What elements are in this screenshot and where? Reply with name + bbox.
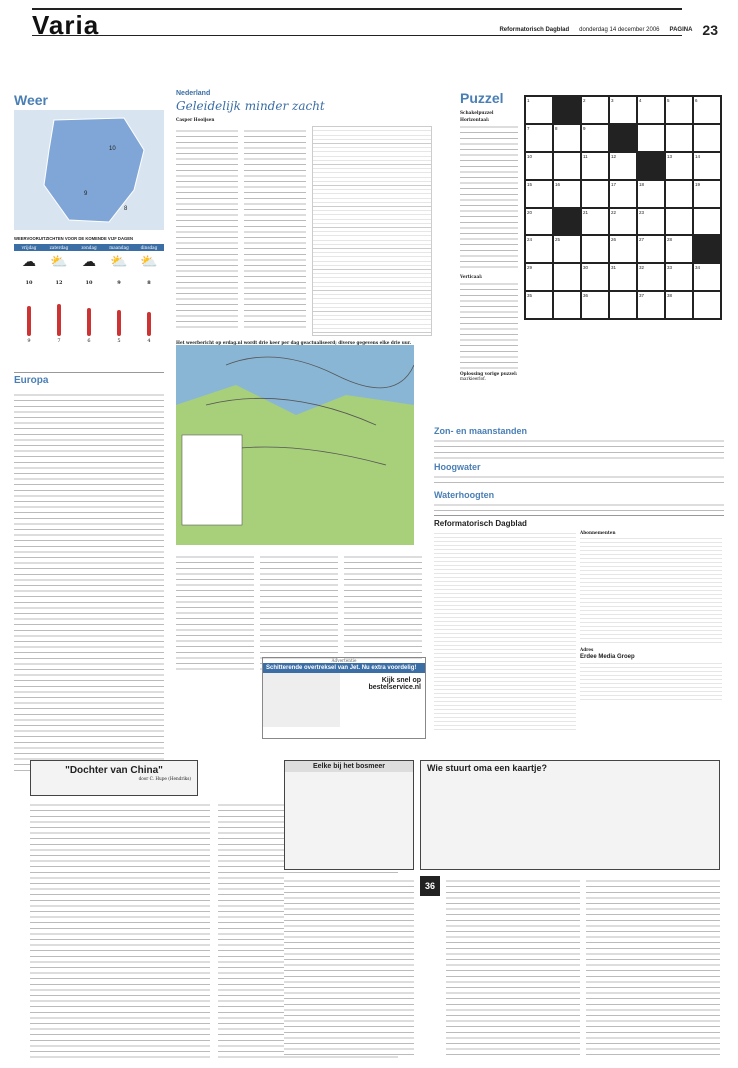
thermometer-icon [27, 306, 31, 336]
cell-number: 4 [639, 98, 642, 103]
article-column [244, 126, 306, 331]
map-temp-label: 9 [84, 191, 88, 197]
thermometers [14, 300, 164, 336]
cell-number: 25 [555, 237, 561, 243]
temp-min: 6 [87, 338, 91, 344]
map-caption: Het weerbericht op erdag.nl wordt drie keer per dag geactualiseerd; diverse gegevens elke drie uur. [176, 340, 412, 345]
oplossing-word: markieerlof. [460, 376, 486, 381]
temp-max: 9 [117, 280, 121, 286]
grid-cell[interactable] [525, 124, 553, 152]
page-number: 23 [702, 22, 718, 38]
grid-cell[interactable] [637, 291, 665, 319]
map-temp-label: 8 [124, 206, 128, 212]
cell-number: 11 [583, 153, 588, 159]
colofon-title: Reformatorisch Dagblad [434, 519, 527, 528]
hoogwater-text [434, 472, 724, 488]
cell-number: 6 [695, 98, 698, 103]
grid-cell[interactable] [581, 235, 609, 263]
europa-block [14, 372, 164, 772]
cell-number: 30 [583, 265, 589, 271]
ad-image [263, 673, 340, 727]
grid-cell[interactable] [553, 124, 581, 152]
forecast-min [14, 338, 164, 344]
grid-cell[interactable] [553, 291, 581, 319]
header-page-label: PAGINA [669, 27, 693, 33]
puzzel-title: Puzzel [460, 90, 504, 106]
forecast-day: zondag [74, 244, 104, 251]
article-byline: Casper Hooijsen [176, 117, 215, 122]
cell-number: 8 [555, 125, 558, 131]
grid-cell[interactable] [609, 235, 637, 263]
cell-number: 5 [667, 98, 670, 103]
cell-number: 7 [527, 125, 530, 131]
grid-cell[interactable] [581, 180, 609, 208]
grid-cell[interactable] [581, 124, 609, 152]
grid-cell[interactable] [637, 96, 665, 124]
weather-subtitle: WEERVOORUITZICHTEN VOOR DE KOMENDE VIJF DAGEN [14, 236, 134, 241]
oplossing-label: Oplossing vorige puzzel: [460, 371, 518, 376]
grid-cell[interactable] [637, 263, 665, 291]
kaartje-number: 36 [420, 876, 440, 896]
cell-number: 28 [667, 237, 673, 243]
temp-min: 5 [117, 338, 121, 344]
grid-cell[interactable] [637, 208, 665, 236]
text-column [260, 552, 338, 672]
weather-block [14, 92, 164, 362]
cell-number: 22 [611, 209, 617, 215]
cell-number: 20 [527, 209, 533, 215]
grid-cell[interactable] [525, 152, 553, 180]
grid-cell[interactable] [693, 263, 721, 291]
adres-label: Adres [580, 647, 594, 652]
cell-number: 19 [695, 181, 701, 187]
grid-cell[interactable] [609, 180, 637, 208]
cell-number: 32 [639, 265, 645, 271]
cell-number: 14 [695, 153, 701, 159]
grid-cell[interactable] [665, 263, 693, 291]
crossword-grid [524, 95, 722, 320]
text-column [176, 552, 254, 672]
europa-title: Europa [14, 372, 164, 386]
cell-number: 36 [583, 293, 589, 299]
grid-cell-black [637, 152, 665, 180]
kaartje-column [586, 876, 720, 1056]
text-column [344, 552, 422, 672]
temp-max: 10 [85, 280, 93, 286]
cell-number: 27 [639, 237, 645, 243]
cell-number: 16 [555, 181, 561, 187]
colofon-left-text [434, 530, 576, 730]
cell-number: 10 [527, 153, 533, 159]
europe-weather-map [176, 345, 414, 545]
grid-cell[interactable] [609, 291, 637, 319]
nederland-label: Nederland [176, 90, 211, 97]
cell-number: 2 [583, 98, 586, 103]
temp-max: 10 [25, 280, 33, 286]
cloud-sun-icon: ⛅ [140, 254, 158, 270]
cell-number: 3 [611, 98, 614, 103]
bosmeer-text [284, 876, 414, 1056]
grid-cell[interactable] [525, 208, 553, 236]
grid-cell-black [693, 235, 721, 263]
erdee-text [580, 660, 722, 700]
horizontaal-label: Horizontaal: [460, 117, 490, 122]
grid-cell-black [609, 124, 637, 152]
china-title: "Dochter van China" [65, 765, 163, 776]
grid-cell[interactable] [665, 124, 693, 152]
cell-number: 15 [527, 181, 533, 187]
grid-cell[interactable] [637, 180, 665, 208]
grid-cell[interactable] [609, 152, 637, 180]
colofon-right-text [580, 535, 722, 645]
grid-cell[interactable] [693, 124, 721, 152]
weather-title: Weer [14, 92, 48, 108]
grid-cell[interactable] [665, 96, 693, 124]
forecast-max [14, 280, 164, 286]
kaartje-column [446, 876, 580, 1056]
cell-number: 13 [667, 153, 673, 159]
grid-cell[interactable] [637, 235, 665, 263]
grid-cell[interactable] [581, 96, 609, 124]
grid-cell[interactable] [581, 152, 609, 180]
grid-cell[interactable] [553, 180, 581, 208]
nederland-article [176, 90, 446, 345]
cell-number: 31 [611, 265, 617, 271]
forecast-icons [14, 254, 164, 278]
grid-cell[interactable] [609, 96, 637, 124]
cell-number: 33 [667, 265, 673, 271]
weather-map [14, 110, 164, 230]
hoogwater-title: Hoogwater [434, 462, 481, 472]
grid-cell[interactable] [525, 263, 553, 291]
colofon-block [434, 515, 724, 730]
waterhoogten-text [434, 500, 724, 512]
forecast-day: zaterdag [44, 244, 74, 251]
china-header [30, 760, 198, 796]
forecast-day: maandag [104, 244, 134, 251]
zon-text [434, 436, 724, 460]
temp-min: 7 [57, 338, 61, 344]
bosmeer-title: Eelke bij het bosmeer [285, 761, 413, 772]
europa-continued [176, 552, 426, 672]
zon-block [434, 426, 724, 512]
map-temp-label: 10 [109, 146, 116, 152]
story-column [30, 800, 210, 1060]
cell-number: 34 [695, 265, 701, 271]
article-column [176, 126, 238, 331]
article-headline: Geleidelijk minder zacht [176, 99, 325, 113]
cell-number: 37 [639, 293, 645, 299]
grid-cell[interactable] [581, 291, 609, 319]
grid-cell[interactable] [665, 235, 693, 263]
china-byline: door C. Hupe (Hendriks) [138, 776, 191, 781]
grid-cell[interactable] [637, 124, 665, 152]
cloud-sun-icon: ⛅ [110, 254, 128, 270]
grid-cell[interactable] [525, 180, 553, 208]
bosmeer-comic [284, 760, 414, 870]
forecast-day: vrijdag [14, 244, 44, 251]
grid-cell[interactable] [665, 152, 693, 180]
thermometer-icon [87, 308, 91, 336]
cell-number: 18 [639, 181, 645, 187]
cell-number: 38 [667, 293, 673, 299]
temp-max: 8 [147, 280, 151, 286]
kaartje-title: Wie stuurt oma een kaartje? [427, 763, 547, 773]
clues-text [460, 279, 518, 369]
zon-title: Zon- en maanstanden [434, 426, 528, 436]
puzzel-subtitle: Schakelpuzzel [460, 110, 494, 115]
temp-min: 4 [147, 338, 151, 344]
cloud-sun-icon: ⛅ [50, 254, 68, 270]
europa-text [14, 390, 164, 772]
forecast-day: dinsdag [134, 244, 164, 251]
kaartje-text [420, 876, 720, 1056]
kaartje-comic [420, 760, 720, 870]
grid-cell[interactable] [525, 96, 553, 124]
cell-number: 1 [527, 98, 530, 103]
grid-cell[interactable] [693, 180, 721, 208]
masthead [499, 22, 718, 38]
clues-text [460, 122, 518, 272]
cell-number: 26 [611, 237, 617, 243]
grid-cell[interactable] [609, 208, 637, 236]
ad-label: Advertentie [331, 658, 357, 663]
grid-cell[interactable] [693, 208, 721, 236]
ad-cta[interactable]: Kijk snel op bestelservice.nl [368, 677, 421, 691]
grid-cell[interactable] [553, 152, 581, 180]
grid-cell[interactable] [581, 263, 609, 291]
grid-cell[interactable] [553, 235, 581, 263]
header-date: donderdag 14 december 2006 [579, 27, 660, 33]
grid-cell-black [553, 96, 581, 124]
grid-cell[interactable] [553, 263, 581, 291]
advertisement[interactable] [262, 657, 426, 739]
grid-cell[interactable] [665, 180, 693, 208]
grid-cell[interactable] [525, 235, 553, 263]
grid-cell[interactable] [693, 291, 721, 319]
cell-number: 21 [583, 209, 589, 215]
cell-number: 23 [639, 209, 645, 215]
ad-headline: Schitterende overtreksel van Jet. Nu extra voordelig! [263, 663, 425, 673]
cell-number: 17 [611, 181, 617, 187]
forecast-days [14, 244, 164, 251]
cell-number: 12 [611, 153, 617, 159]
thermometer-icon [57, 304, 61, 336]
grid-cell[interactable] [665, 208, 693, 236]
verticaal-label: Verticaal: [460, 274, 483, 279]
cell-number: 29 [527, 265, 533, 271]
temp-max: 12 [55, 280, 63, 286]
grid-cell-black [553, 208, 581, 236]
thermometer-icon [147, 312, 151, 336]
abonnement-label: Abonnementen [580, 530, 616, 535]
masthead-name: Reformatorisch Dagblad [499, 27, 570, 33]
thermometer-icon [117, 310, 121, 336]
page-header [0, 0, 738, 70]
cloud-rain-icon: ☁ [82, 254, 96, 270]
section-title: Varia [32, 10, 100, 40]
grid-cell[interactable] [581, 208, 609, 236]
cell-number: 9 [583, 125, 586, 131]
cloud-rain-icon: ☁ [22, 254, 36, 270]
grid-cell[interactable] [665, 291, 693, 319]
waterhoogten-title: Waterhoogten [434, 490, 495, 500]
cell-number: 24 [527, 237, 533, 243]
cell-number: 35 [527, 293, 533, 299]
erdee-title: Erdee Media Groep [580, 654, 635, 660]
grid-cell[interactable] [609, 263, 637, 291]
weather-stations-table [312, 126, 432, 336]
grid-cell[interactable] [693, 152, 721, 180]
grid-cell[interactable] [693, 96, 721, 124]
temp-min: 9 [27, 338, 31, 344]
grid-cell[interactable] [525, 291, 553, 319]
